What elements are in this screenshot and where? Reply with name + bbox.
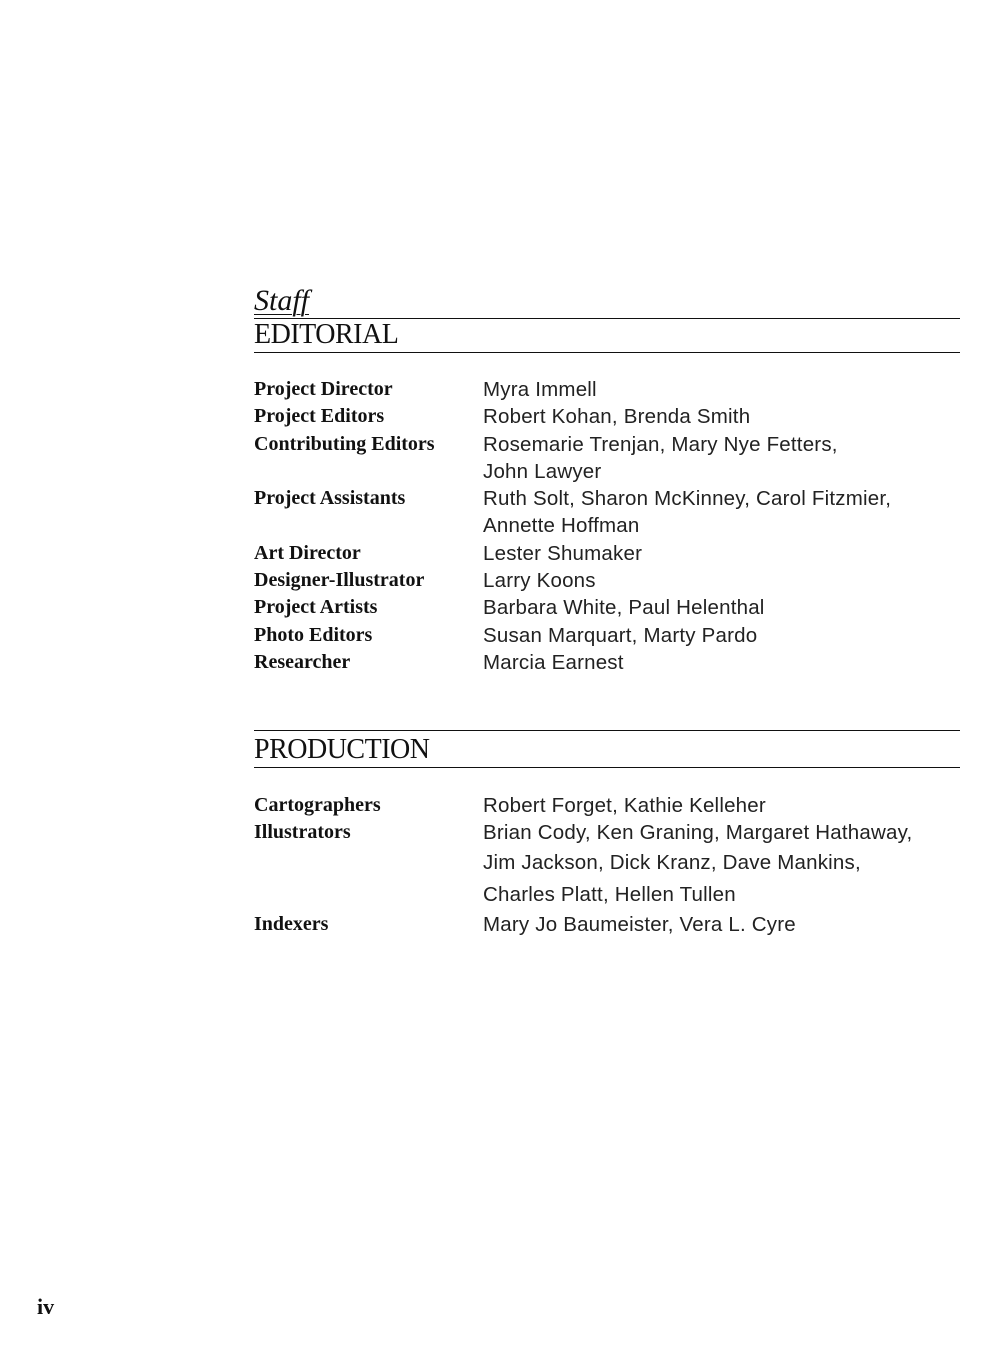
credit-name-line: Robert Kohan, Brenda Smith bbox=[483, 405, 751, 429]
page-number: iv bbox=[37, 1294, 55, 1319]
credit-name-line: Myra Immell bbox=[483, 378, 597, 401]
credit-row bbox=[254, 403, 964, 430]
production-credits bbox=[254, 792, 964, 938]
credit-names bbox=[483, 649, 964, 676]
credit-name-line: Susan Marquart, Marty Pardo bbox=[483, 623, 758, 647]
credit-row bbox=[254, 911, 964, 938]
credit-row bbox=[254, 819, 964, 910]
production-section-header bbox=[254, 730, 960, 768]
staff-title: Staff bbox=[254, 284, 310, 317]
credit-role: Illustrators bbox=[254, 821, 351, 844]
credit-names bbox=[483, 403, 964, 430]
credit-name-line: Brian Cody, Ken Graning, Margaret Hathaway, bbox=[483, 821, 913, 845]
credit-name-line: Marcia Earnest bbox=[483, 650, 624, 674]
credit-role: Project Director bbox=[254, 378, 393, 400]
editorial-section-header bbox=[254, 318, 960, 353]
credit-name-line: Larry Koons bbox=[483, 569, 596, 593]
credit-name-line: Annette Hoffman bbox=[483, 514, 640, 538]
credit-role: Indexers bbox=[254, 912, 329, 935]
editorial-heading: EDITORIAL bbox=[254, 319, 399, 350]
credit-name-line: Rosemarie Trenjan, Mary Nye Fetters, bbox=[483, 432, 838, 456]
credit-names bbox=[483, 567, 964, 594]
credit-role: Cartographers bbox=[254, 794, 381, 816]
credit-name-line: Lester Shumaker bbox=[483, 541, 643, 565]
credit-names bbox=[483, 792, 964, 819]
credit-role: Art Director bbox=[254, 541, 361, 564]
credit-names bbox=[483, 911, 964, 938]
credit-row bbox=[254, 622, 964, 649]
credit-row bbox=[254, 792, 964, 819]
credit-role: Project Artists bbox=[254, 596, 378, 619]
credit-role: Researcher bbox=[254, 650, 351, 673]
credit-role: Project Editors bbox=[254, 405, 385, 428]
credit-name-line: Barbara White, Paul Helenthal bbox=[483, 596, 765, 620]
credit-role: Project Assistants bbox=[254, 487, 406, 510]
credit-name-line: Ruth Solt, Sharon McKinney, Carol Fitzmier, bbox=[483, 487, 892, 511]
credit-name-line: John Lawyer bbox=[483, 459, 602, 483]
credit-role: Photo Editors bbox=[254, 623, 373, 646]
credit-row bbox=[254, 649, 964, 676]
credit-names bbox=[483, 540, 964, 567]
credit-names bbox=[483, 376, 964, 403]
credit-names bbox=[483, 485, 964, 540]
production-heading: PRODUCTION bbox=[254, 734, 430, 765]
credit-name-line: Mary Jo Baumeister, Vera L. Cyre bbox=[483, 912, 796, 936]
credit-row bbox=[254, 594, 964, 621]
credit-name-line: Jim Jackson, Dick Kranz, Dave Mankins, bbox=[483, 850, 861, 874]
credit-row bbox=[254, 431, 964, 486]
credit-row bbox=[254, 376, 964, 403]
credit-role: Designer-Illustrator bbox=[254, 569, 425, 592]
credit-row bbox=[254, 540, 964, 567]
credit-name-line: Robert Forget, Kathie Kelleher bbox=[483, 794, 766, 817]
credit-names bbox=[483, 622, 964, 649]
credit-names bbox=[483, 431, 964, 486]
editorial-credits bbox=[254, 376, 964, 676]
credit-names bbox=[483, 594, 964, 621]
credit-row bbox=[254, 567, 964, 594]
credit-names bbox=[483, 819, 964, 910]
credit-row bbox=[254, 485, 964, 540]
credit-name-line: Charles Platt, Hellen Tullen bbox=[483, 882, 736, 906]
staff-header bbox=[254, 284, 960, 319]
credit-role: Contributing Editors bbox=[254, 432, 435, 455]
